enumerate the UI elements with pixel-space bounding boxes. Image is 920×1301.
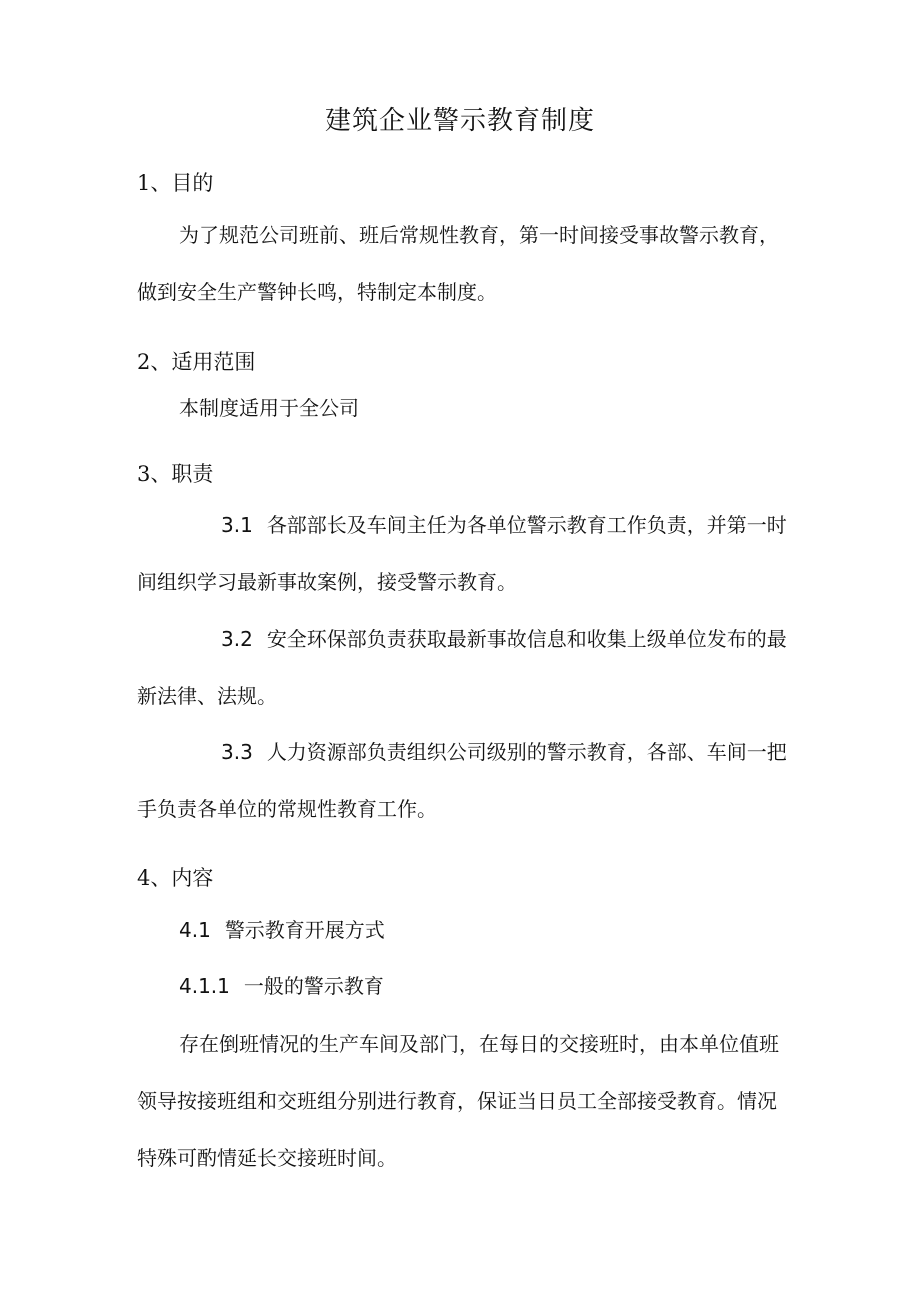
duty-item-text: 人力资源部负责组织公司级别的警示教育，各部、车间一把手负责各单位的常规性教育工作。: [137, 740, 787, 821]
duty-item-number: 3.1: [221, 513, 253, 537]
content-paragraph: 存在倒班情况的生产车间及部门，在每日的交接班时，由本单位值班领导按接班组和交班组分别进行教育，保证当日员工全部接受教育。情况特殊可酌情延长交接班时间。: [137, 1032, 779, 1170]
duty-item-number: 3.2: [221, 627, 253, 651]
purpose-paragraph: 为了规范公司班前、班后常规性教育，第一时间接受事故警示教育，做到安全生产警钟长鸣，特制定本制度。: [137, 223, 779, 304]
duty-item-3-1: [137, 497, 787, 611]
document-title: 建筑企业警示教育制度: [324, 106, 595, 136]
subsection-title: 警示教育开展方式: [224, 918, 385, 942]
section-heading-duties: 3、职责: [137, 462, 214, 486]
duty-item-text: 安全环保部负责获取最新事故信息和收集上级单位发布的最新法律、法规。: [137, 627, 787, 708]
section-heading-scope: 2、适用范围: [137, 350, 256, 374]
duty-item-number: 3.3: [221, 740, 253, 764]
subsection-number: 4.1.1: [179, 974, 230, 998]
scope-text: 本制度适用于全公司: [179, 396, 359, 420]
subsection-4-1: [179, 915, 385, 945]
duty-item-3-2: [137, 611, 787, 725]
subsection-4-1-1: [179, 971, 384, 1001]
duty-item-text: 各部部长及车间主任为各单位警示教育工作负责，并第一时间组织学习最新事故案例，接受警示教育。: [137, 513, 787, 594]
subsection-title: 一般的警示教育: [243, 974, 384, 998]
section-heading-content: 4、内容: [137, 866, 214, 890]
section-heading-purpose: 1、目的: [137, 171, 214, 195]
subsection-number: 4.1: [179, 918, 211, 942]
duty-item-3-3: [137, 724, 787, 838]
